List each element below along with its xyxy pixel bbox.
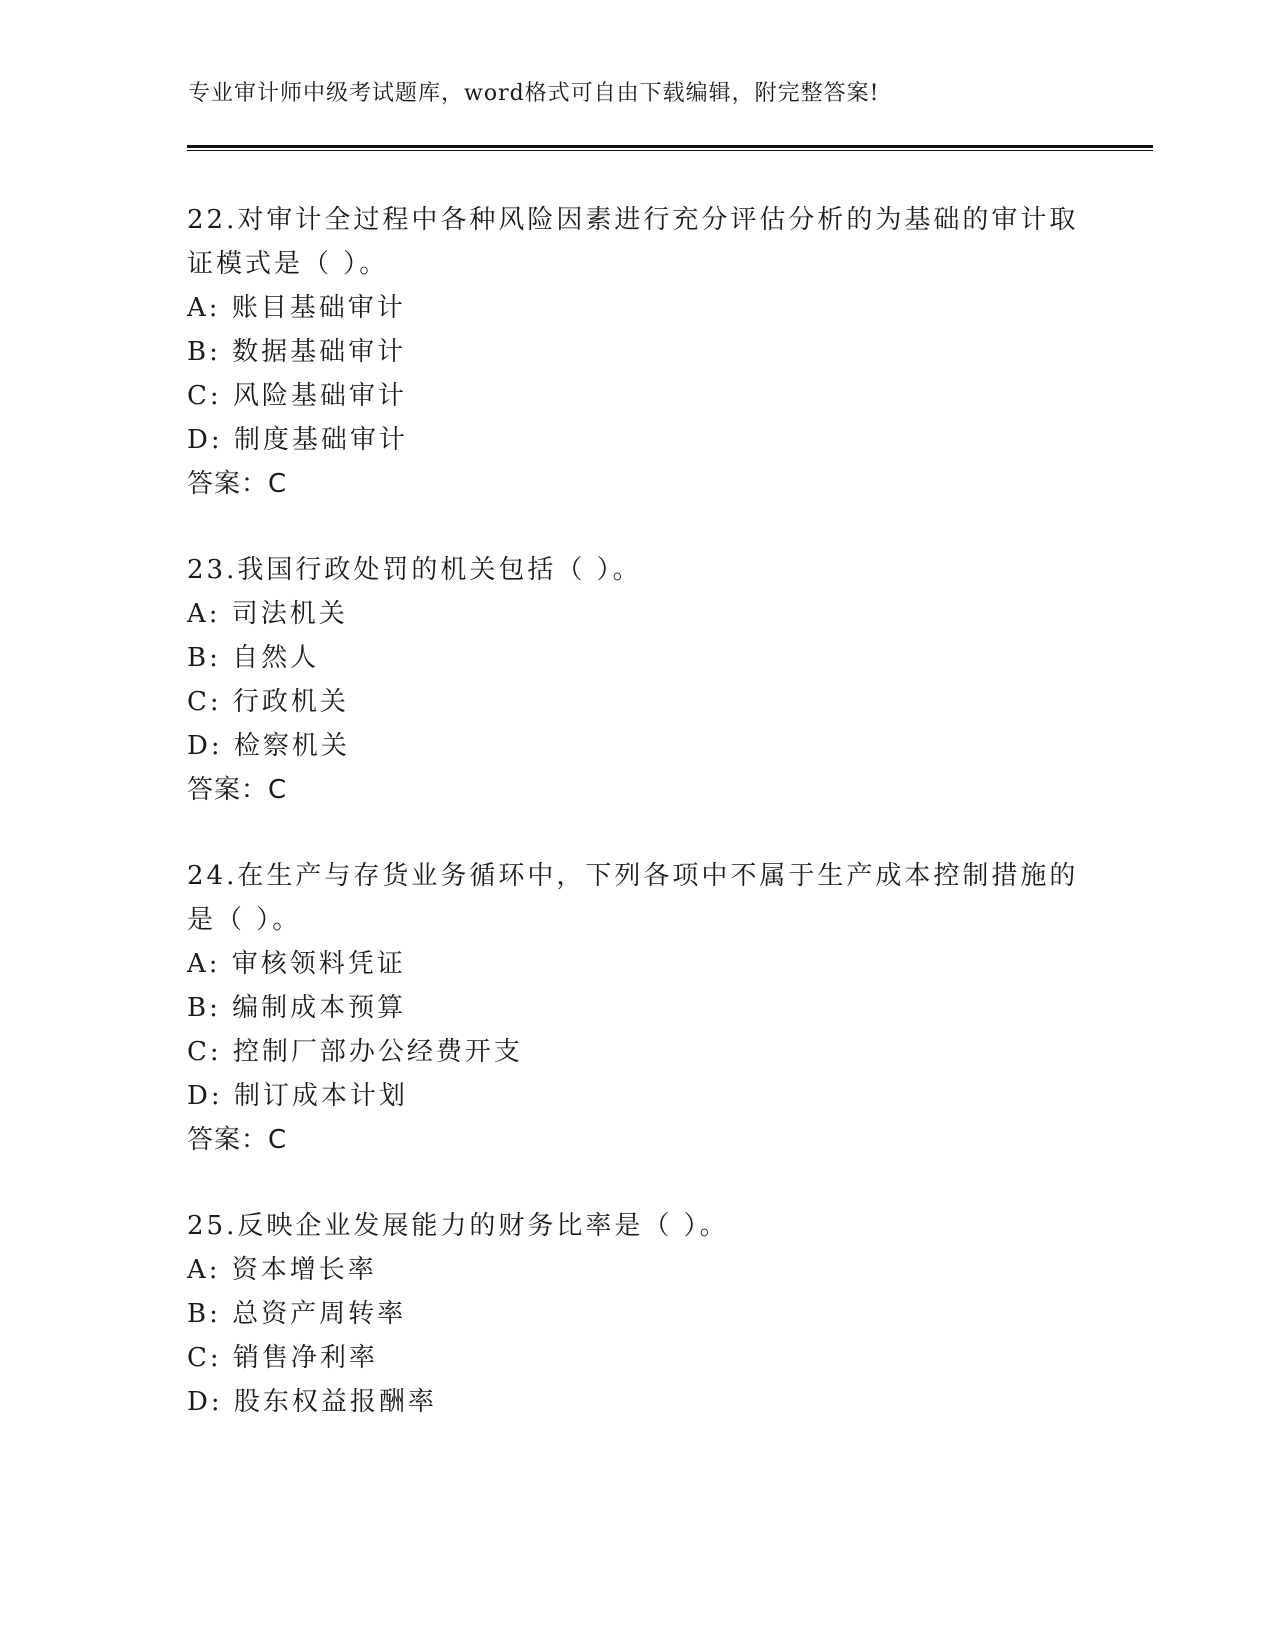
question-23-option-c: C: 行政机关: [187, 687, 349, 717]
question-25-stem-line-1: 25.反映企业发展能力的财务比率是（ ）。: [187, 1211, 729, 1241]
question-24-option-b: B: 编制成本预算: [187, 993, 407, 1023]
question-25-option-d: D: 股东权益报酬率: [187, 1387, 437, 1417]
question-23-answer: 答案：C: [187, 775, 288, 805]
question-24-option-a: A: 审核领料凭证: [187, 949, 406, 979]
question-22-stem-line-1: 22.对审计全过程中各种风险因素进行充分评估分析的为基础的审计取: [187, 205, 1079, 235]
question-22-option-a: A: 账目基础审计: [187, 293, 406, 323]
question-23-stem-line-1: 23.我国行政处罚的机关包括（ ）。: [187, 555, 642, 585]
header-rule-thin: [187, 150, 1153, 151]
question-24-stem-line-2: 是（ ）。: [187, 905, 302, 935]
question-24-answer: 答案：C: [187, 1125, 288, 1155]
question-22-option-c: C: 风险基础审计: [187, 381, 407, 411]
page-header: 专业审计师中级考试题库，word格式可自由下载编辑，附完整答案!: [188, 81, 880, 106]
question-25-option-c: C: 销售净利率: [187, 1343, 378, 1373]
question-24-option-c: C: 控制厂部办公经费开支: [187, 1037, 523, 1067]
question-22-answer: 答案：C: [187, 469, 288, 499]
question-23-option-a: A: 司法机关: [187, 599, 348, 629]
question-22-option-d: D: 制度基础审计: [187, 425, 408, 455]
question-24-stem-line-1: 24.在生产与存货业务循环中，下列各项中不属于生产成本控制措施的: [187, 861, 1079, 891]
question-24-option-d: D: 制订成本计划: [187, 1081, 408, 1111]
header-rule-thick: [187, 145, 1153, 148]
question-25-option-b: B: 总资产周转率: [187, 1299, 407, 1329]
question-23-option-d: D: 检察机关: [187, 731, 350, 761]
question-22-option-b: B: 数据基础审计: [187, 337, 407, 367]
question-22-stem-line-2: 证模式是（ ）。: [187, 249, 389, 279]
question-23-option-b: B: 自然人: [187, 643, 320, 673]
question-25-option-a: A: 资本增长率: [187, 1255, 377, 1285]
